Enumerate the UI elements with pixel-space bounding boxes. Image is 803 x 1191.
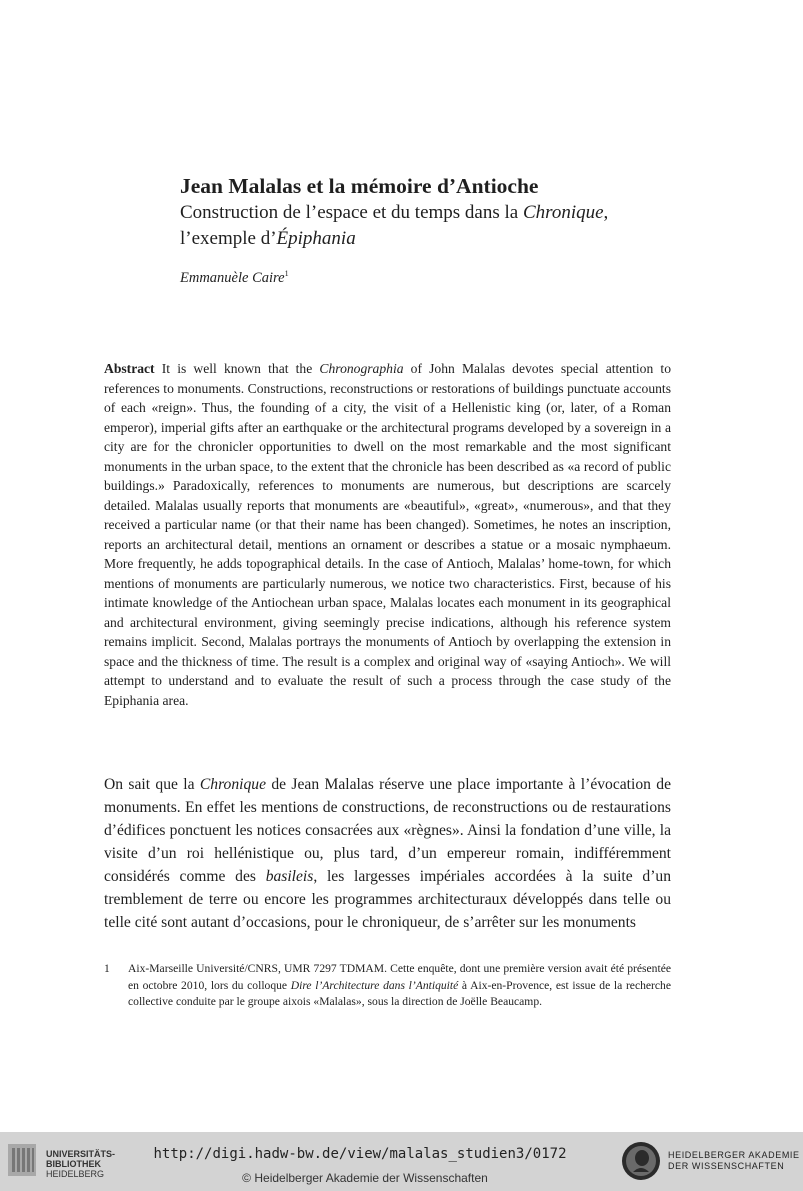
footnote-text [128,961,671,1011]
permalink-url[interactable]: http://digi.hadw-bw.de/view/malalas_studien3/0172 [153,1146,567,1162]
hadw-logo-text [668,1150,800,1172]
hadw-line: DER WISSENSCHAFTEN [668,1161,785,1171]
hadw-line: HEIDELBERGER AKADEMIE [668,1150,800,1160]
footnote-number: 1 [104,962,110,975]
abstract-label: Abstract [104,361,155,376]
author-text: Emmanuèle Caire [180,269,285,286]
subtitle-text: l’exemple d’ [180,228,277,249]
subtitle-text: , [603,202,609,223]
author-name [180,264,700,288]
ub-line: HEIDELBERG [46,1169,105,1179]
abstract-text: of John Malalas devotes special attention to references to monuments. Constructions, reconstructions or restorations of buildings punctuate accounts of each «reign». Thus, the founding of a city, the visit of a Hellenistic king (or, later, of a Roman emperor), imperial gifts after an earthquake or the architectural programs developed by a sovereign in a city are for the chronicler opportunities to dwell on the most remarkable and the most significant monuments in the urban space, to the extent that the chronicle has been described as «a record of public buildings.» Paradoxically, references to monuments are numerous, but descriptions are scarcely detailed. Malalas usually reports that monuments are «beautiful», «great», «numerous», and that they received a particular name (or that their name has been changed). Sometimes, he notes an inscription, reports an architectural detail, mentions an ornament or describes a statue or a mosaic nymphaeum. More frequently, he adds topographical details. In the case of Antioch, Malalas’ home-town, for which mentions of monuments are particularly numerous, we notice two characteristics. First, because of his intimate knowledge of the Antiochean urban space, Malalas locates each monument in its geographical and architectural environment, giving seemingly precise indications, although his reference system remains implicit. Second, Malalas portrays the monuments of Antioch by overlapping the extension in space and the thickness of time. The result is a complex and original way of «saying Antioch». We will attempt to understand and to evaluate the result of such a process through the case study of the Epiphania area. [104,361,672,708]
footnote-ref[interactable]: 1 [284,269,289,278]
body-italic: basileis [265,868,314,885]
ub-line: UNIVERSITÄTS- [46,1149,116,1159]
subtitle-italic: Chronique [522,202,604,223]
academy-seal-icon [620,1140,662,1182]
footnote-span: Aix-Marseille Université/CNRS, UMR 7297 TDMAM. Cette enquête, dont une première version avait été présentée en octobre 2010, lors du colloque [128,962,671,992]
footnote-span: à Aix-en-Provence, est issue de la recherche collective conduite par le groupe aixois «Malalas», sous la direction de Joëlle Beaucamp. [128,978,671,1008]
body-text: de Jean Malalas réserve une place importante à l’évocation de monuments. En effet les mentions de constructions, de reconstructions ou de restaurations d’édifices ponctuent les notices consacrées aux «règnes». Ainsi la fondation d’une ville, la visite d’un roi hellénistique ou, plus tard, d’un empereur romain, indifféremment considérés comme des [104,776,672,885]
abstract-text: It is well known that the [154,361,320,376]
ub-line: BIBLIOTHEK [46,1159,101,1169]
footnote-italic: Dire l’Architecture dans l’Antiquité [290,978,459,992]
article-subtitle [180,200,700,252]
hadw-logo[interactable] [620,1138,800,1184]
subtitle-italic: Épiphania [276,228,356,249]
body-paragraph [104,773,671,934]
body-italic: Chronique [199,776,267,793]
footnote [104,961,671,1011]
abstract-italic: Chronographia [319,361,404,376]
subtitle-text: Construction de l’espace et du temps dans la [180,202,523,223]
article-header [180,172,700,288]
article-title: Jean Malalas et la mémoire d’Antioche [180,174,539,198]
abstract [104,359,671,710]
copyright-notice: © Heidelberger Akademie der Wissenschaften [242,1171,488,1185]
body-text: , les largesses impériales accordées à la suite d’un tremblement de terre ou encore les programmes architecturaux développés dans telle ou telle cité sont autant d’occasions, pour le chroniqueur, de s’arrêter sur les monuments [104,868,671,931]
body-text: On sait que la [104,776,200,793]
viewer-footer [0,1132,803,1191]
